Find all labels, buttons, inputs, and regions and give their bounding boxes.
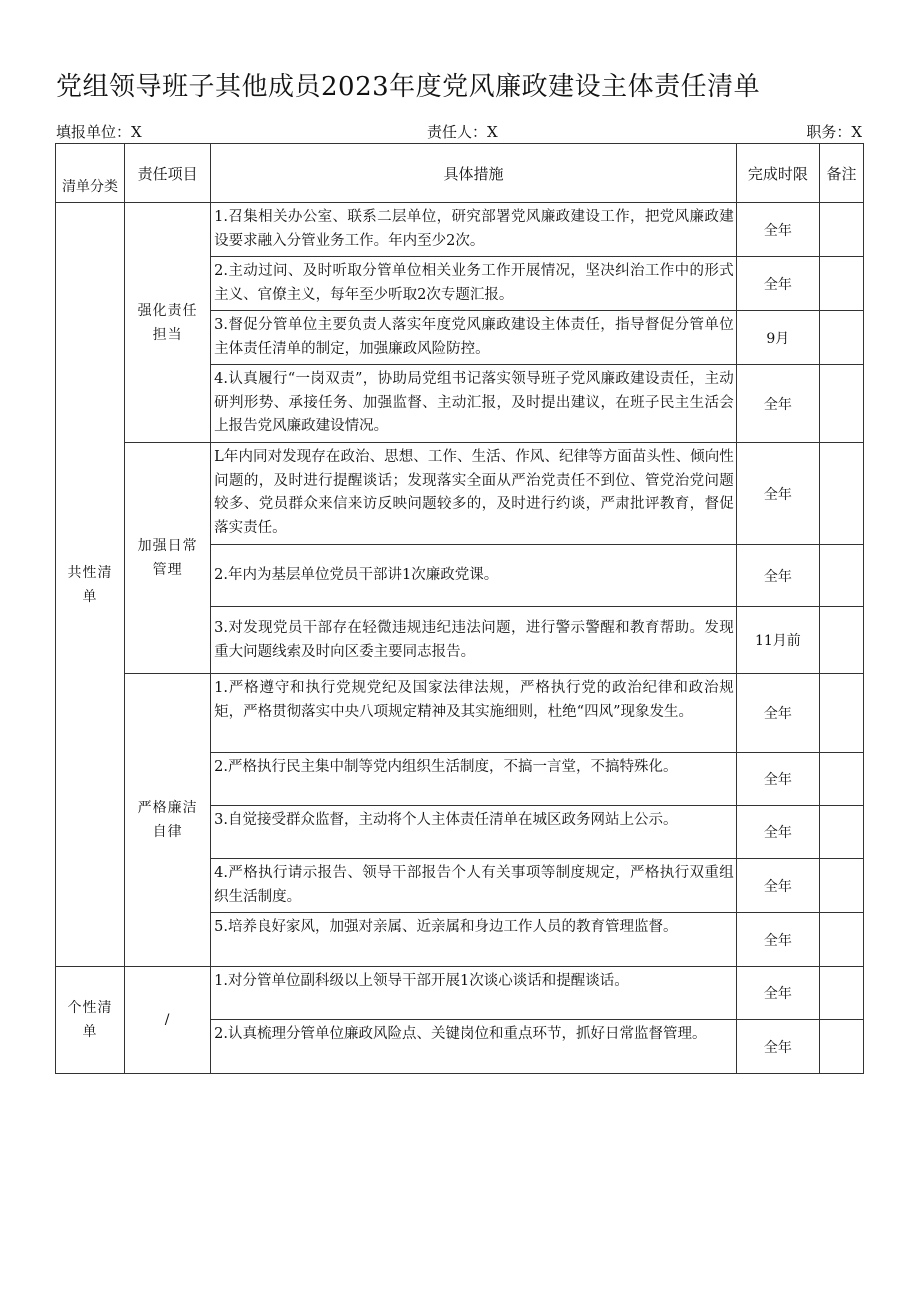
deadline-cell: 全年 — [736, 1020, 819, 1074]
note-cell — [819, 257, 863, 311]
deadline-cell: 全年 — [736, 257, 819, 311]
measure-cell: 4.严格执行请示报告、领导干部报告个人有关事项等制度规定，严格执行双重组织生活制度。 — [211, 859, 737, 913]
measure-cell: 2.严格执行民主集中制等党内组织生活制度，不搞一言堂，不搞特殊化。 — [211, 753, 737, 806]
deadline-cell: 全年 — [736, 545, 819, 607]
category-personal: 个性清单 — [56, 967, 125, 1074]
measure-cell: 1.严格遵守和执行党规党纪及国家法律法规，严格执行党的政治纪律和政治规矩，严格贯彻落实中央八项规定精神及其实施细则，杜绝“四风”现象发生。 — [211, 674, 737, 753]
deadline-cell: 全年 — [736, 913, 819, 967]
note-cell — [819, 443, 863, 545]
header-row — [56, 144, 864, 203]
item-self-discipline: 严格廉洁自律 — [125, 674, 211, 967]
deadline-cell: 全年 — [736, 674, 819, 753]
page-title: 党组领导班子其他成员2023年度党风廉政建设主体责任清单 — [56, 72, 761, 102]
measure-cell: L年内同对发现存在政治、思想、工作、生活、作风、纪律等方面苗头性、倾向性问题的，及时进行提醒谈话；发现落实全面从严治党责任不到位、管党治党问题较多、党员群众来信来访反映问题较多的，及时进行约谈，严肃批评教育，督促落实责任。 — [211, 443, 737, 545]
item-daily-management: 加强日常管理 — [125, 443, 211, 674]
deadline-cell: 全年 — [736, 753, 819, 806]
measure-cell: 1.对分管单位副科级以上领导干部开展1次谈心谈话和提醒谈话。 — [211, 967, 737, 1020]
deadline-cell: 全年 — [736, 365, 819, 443]
note-cell — [819, 1020, 863, 1074]
measure-cell: 3.自觉接受群众监督，主动将个人主体责任清单在城区政务网站上公示。 — [211, 806, 737, 859]
note-cell — [819, 967, 863, 1020]
measure-cell: 4.认真履行“一岗双责”，协助局党组书记落实领导班子党风廉政建设责任，主动研判形势、承接任务、加强监督、主动汇报，及时提出建议，在班子民主生活会上报告党风廉政建设情况。 — [211, 365, 737, 443]
header-deadline: 完成时限 — [736, 144, 819, 203]
note-cell — [819, 674, 863, 753]
responsibility-table — [55, 143, 864, 1074]
note-cell — [819, 753, 863, 806]
item-responsibility: 强化责任担当 — [125, 203, 211, 443]
measure-cell: 3.督促分管单位主要负责人落实年度党风廉政建设主体责任，指导督促分管单位主体责任清单的制定，加强廉政风险防控。 — [211, 311, 737, 365]
note-cell — [819, 913, 863, 967]
header-measures: 具体措施 — [211, 144, 737, 203]
responsible-person: 责任人：X — [427, 123, 498, 141]
note-cell — [819, 203, 863, 257]
header-category: 清单分类 — [56, 144, 125, 203]
measure-cell: 2.年内为基层单位党员干部讲1次廉政党课。 — [211, 545, 737, 607]
table-row — [56, 967, 864, 1020]
deadline-cell: 11月前 — [736, 607, 819, 674]
header-item: 责任项目 — [125, 144, 211, 203]
header-note: 备注 — [819, 144, 863, 203]
table-row — [56, 674, 864, 753]
measure-cell: 1.召集相关办公室、联系二层单位，研究部署党风廉政建设工作，把党风廉政建设要求融入分管业务工作。年内至少2次。 — [211, 203, 737, 257]
note-cell — [819, 859, 863, 913]
deadline-cell: 全年 — [736, 203, 819, 257]
deadline-cell: 全年 — [736, 806, 819, 859]
deadline-cell: 9月 — [736, 311, 819, 365]
measure-cell: 5.培养良好家风，加强对亲属、近亲属和身边工作人员的教育管理监督。 — [211, 913, 737, 967]
deadline-cell: 全年 — [736, 967, 819, 1020]
position: 职务：X — [806, 123, 862, 141]
measure-cell: 2.认真梳理分管单位廉政风险点、关键岗位和重点环节，抓好日常监督管理。 — [211, 1020, 737, 1074]
measure-cell: 2.主动过问、及时听取分管单位相关业务工作开展情况，坚决纠治工作中的形式主义、官僚主义，每年至少听取2次专题汇报。 — [211, 257, 737, 311]
filing-unit: 填报单位：X — [56, 123, 142, 141]
table-row — [56, 443, 864, 545]
measure-cell: 3.对发现党员干部存在轻微违规违纪违法问题，进行警示警醒和教育帮助。发现重大问题线索及时向区委主要同志报告。 — [211, 607, 737, 674]
note-cell — [819, 806, 863, 859]
item-personal: / — [125, 967, 211, 1074]
table-row — [56, 203, 864, 257]
deadline-cell: 全年 — [736, 859, 819, 913]
note-cell — [819, 311, 863, 365]
category-common: 共性清单 — [56, 203, 125, 967]
deadline-cell: 全年 — [736, 443, 819, 545]
note-cell — [819, 545, 863, 607]
note-cell — [819, 607, 863, 674]
note-cell — [819, 365, 863, 443]
